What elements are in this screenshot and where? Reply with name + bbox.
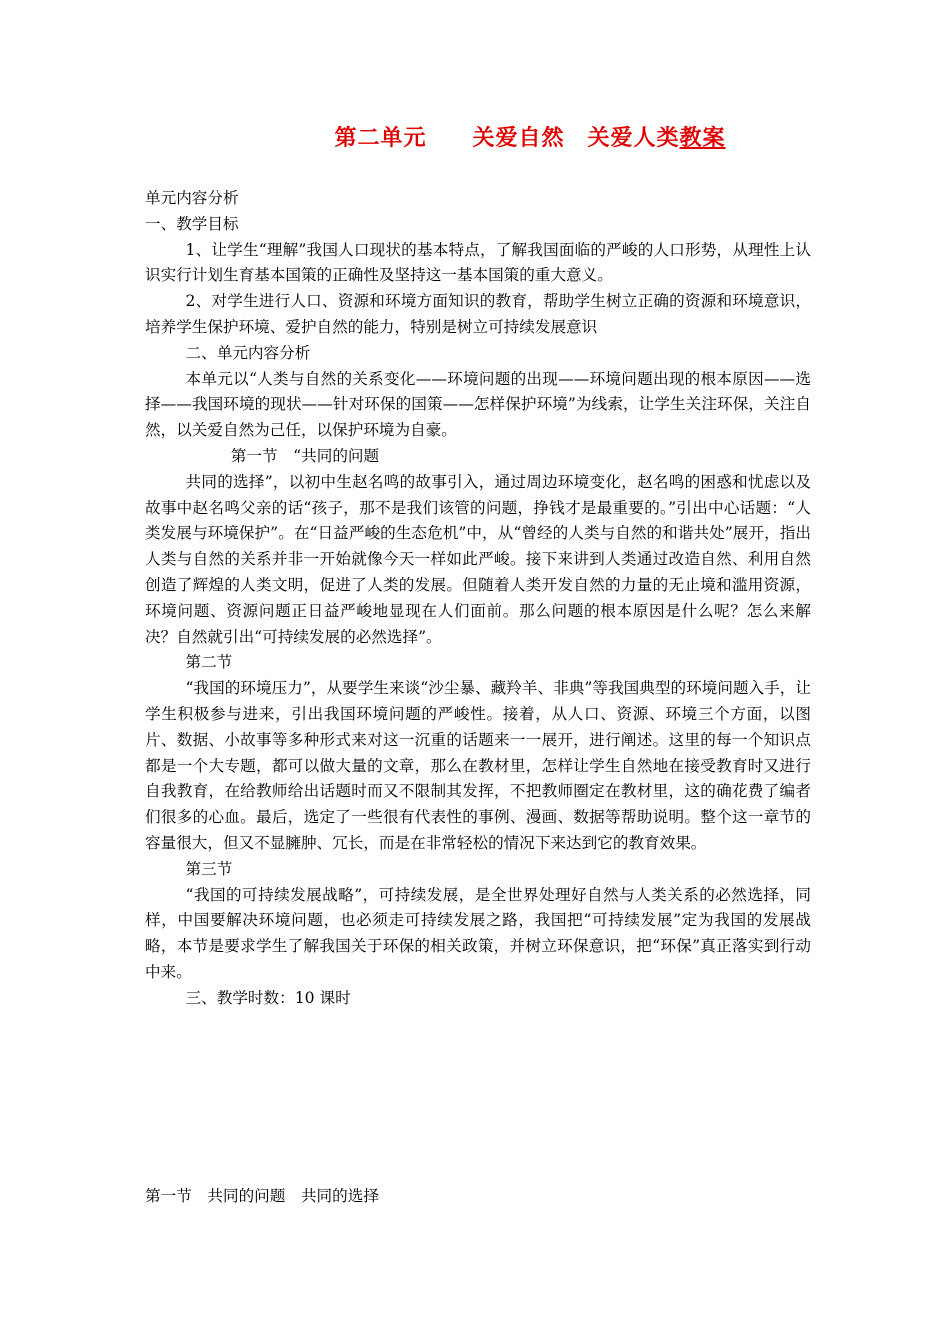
paragraph-goal-2: 2、对学生进行人口、资源和环境方面知识的教育，帮助学生树立正确的资源和环境意识，培养学生保护环境、爱护自然的能力，特别是树立可持续发展意识 xyxy=(145,292,811,336)
paragraph-lesson-3: “我国的可持续发展战略”，可持续发展，是全世界处理好自然与人类关系的必然选择，同样，中国要解决环境问题，也必须走可持续发展之路，我国把“可持续发展”定为我国的发展战略，本节是要求学生了解我国关于环保的相关政策，并树立环保意识，把“环保”真正落实到行动中来。 xyxy=(145,885,811,981)
document-body xyxy=(145,186,811,1012)
title-underlined: 教案 xyxy=(679,126,726,151)
paragraph-goal-1: 1、让学生“理解”我国人口现状的基本特点，了解我国面临的严峻的人口形势，从理性上认识实行计划生育基本国策的正确性及坚持这一基本国策的重大意义。 xyxy=(145,240,811,285)
section-heading-goals: 一、教学目标 xyxy=(145,214,239,233)
lesson-1-heading: 第一节 共同的问题 共同的选择 xyxy=(145,1187,379,1205)
section-heading-lesson-3: 第三节 xyxy=(185,859,233,878)
paragraph-unit-overview: 本单元以“人类与自然的关系变化——环境问题的出现——环境问题出现的根本原因——选择——我国环境的现状——针对环保的国策——怎样保护环境”为线索，让学生关注环保，关注自然，以关爱自然为己任，以保护环境为自豪。 xyxy=(145,369,811,440)
section-heading-hours: 三、教学时数：10 课时 xyxy=(185,988,351,1007)
section-heading-unit-analysis: 单元内容分析 xyxy=(145,189,239,207)
document-title xyxy=(0,121,950,152)
title-main: 第二单元 关爱自然 关爱人类 xyxy=(334,126,680,151)
paragraph-lesson-1: 共同的选择”，以初中生赵名鸣的故事引入，通过周边环境变化，赵名鸣的困惑和忧虑以及故事中赵名鸣父亲的话“孩子，那不是我们该管的问题，挣钱才是最重要的。”引出中心话题：“人类发展与环境保护”。在“日益严峻的生态危机”中，从“曾经的人类与自然的和谐共处”展开，指出人类与自然的关系并非一开始就像今天一样如此严峻。接下来讲到人类通过改造自然、利用自然创造了辉煌的人类文明，促进了人类的发展。但随着人类开发自然的力量的无止境和滥用资源，环境问题、资源问题正日益严峻地显现在人们面前。那么问题的根本原因是什么呢？怎么来解决？自然就引出“可持续发展的必然选择”。 xyxy=(145,472,811,646)
section-heading-content-analysis: 二、单元内容分析 xyxy=(185,343,311,362)
section-heading-lesson-2: 第二节 xyxy=(185,653,233,672)
section-heading-lesson-1: 第一节 “共同的问题 xyxy=(230,446,380,465)
paragraph-lesson-2: “我国的环境压力”，从要学生来谈“沙尘暴、藏羚羊、非典”等我国典型的环境问题入手，让学生积极参与进来，引出我国环境问题的严峻性。接着，从人口、资源、环境三个方面，以图片、数据、小故事等多种形式来对这一沉重的话题来一一展开，进行阐述。这里的每一个知识点都是一个大专题，都可以做大量的文章，那么在教材里，怎样让学生自然地在接受教育时又进行自我教育，在给教师给出话题时而又不限制其发挥，不把教师圈定在教材里，这的确花费了编者们很多的心血。最后，选定了一些很有代表性的事例、漫画、数据等帮助说明。整个这一章节的容量很大，但又不显臃肿、冗长，而是在非常轻松的情况下来达到它的教育效果。 xyxy=(145,679,811,852)
